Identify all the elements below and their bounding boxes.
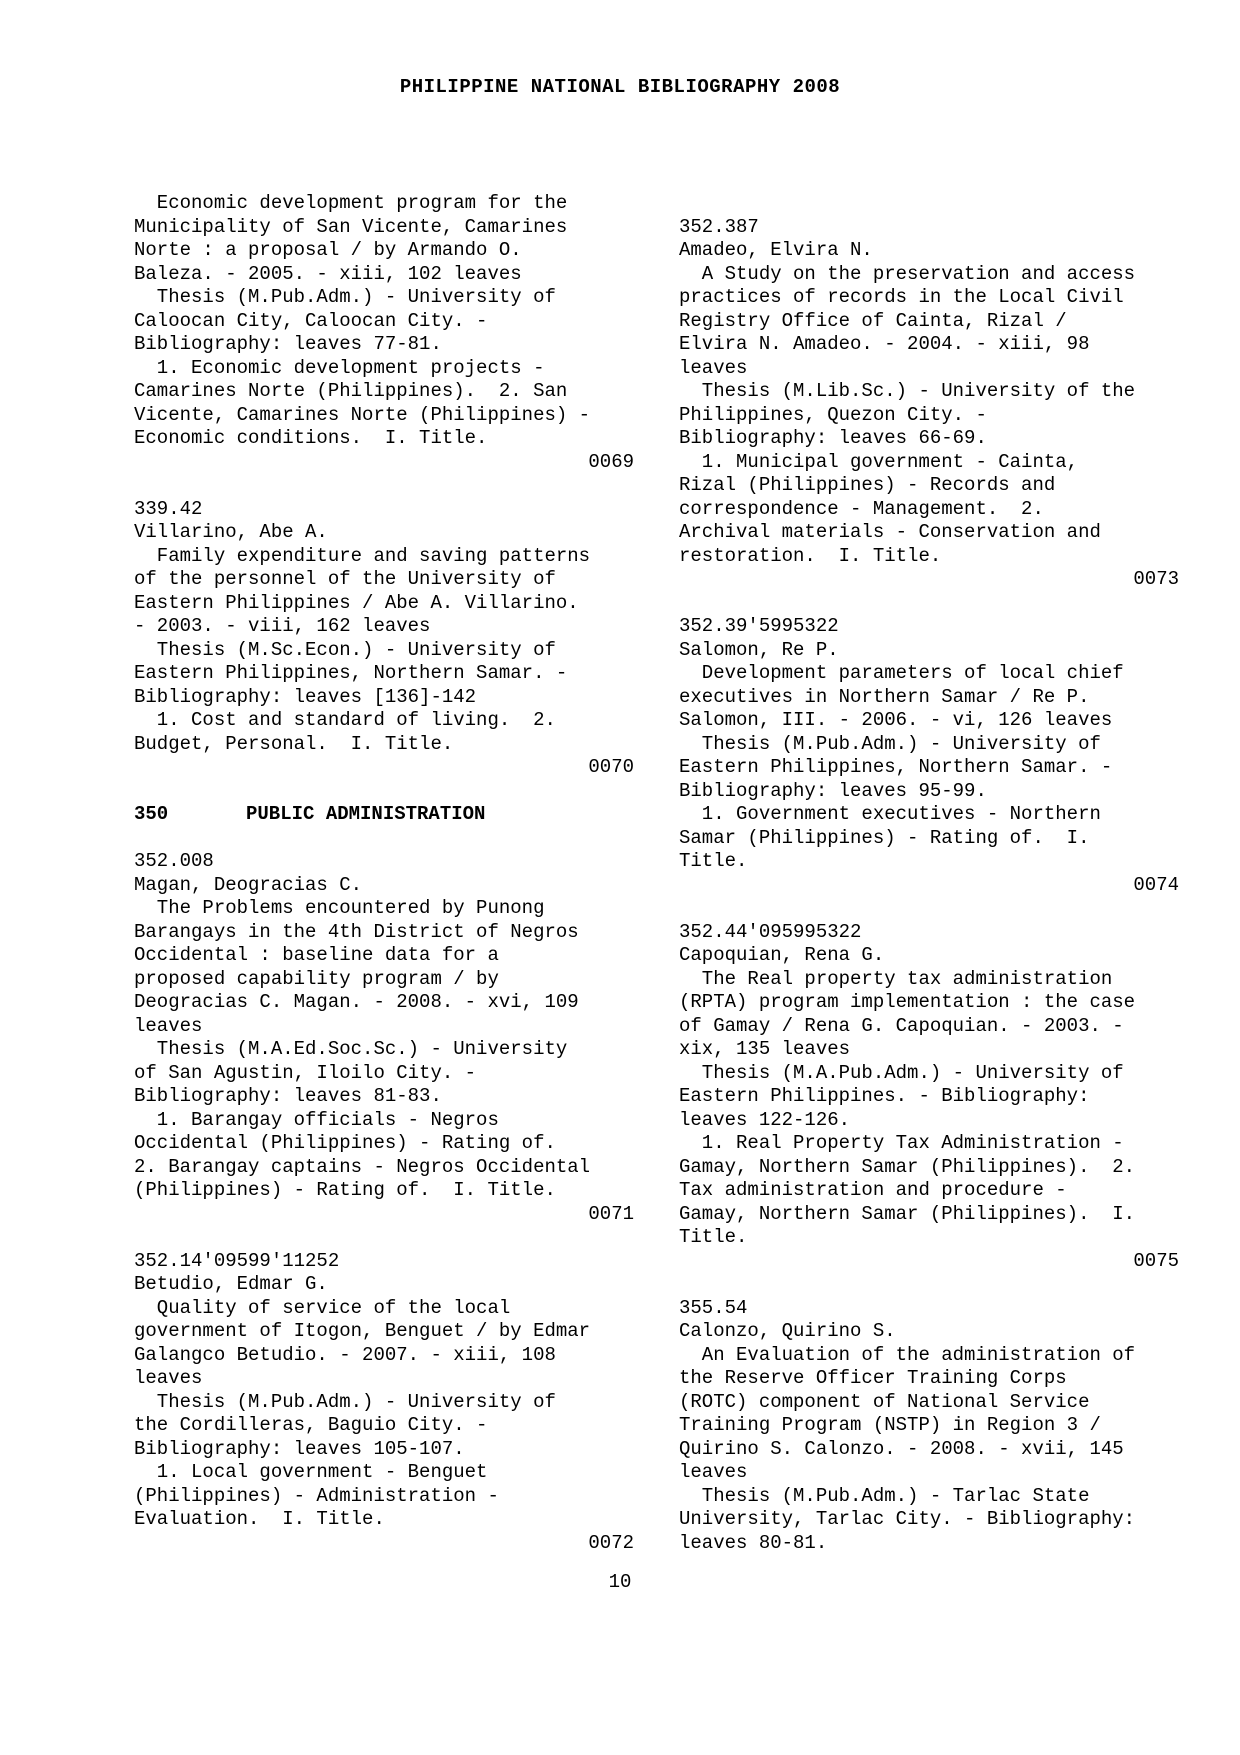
entry-number: 0072 bbox=[588, 1531, 634, 1554]
bibliography-entry bbox=[679, 216, 1179, 592]
entry-line: Elvira N. Amadeo. - 2004. - xiii, 98 bbox=[679, 333, 1090, 355]
entry-line: 339.42 bbox=[134, 497, 203, 520]
section-title: PUBLIC ADMINISTRATION bbox=[246, 803, 486, 825]
entry-line: 2. Barangay captains - Negros Occidental bbox=[134, 1155, 591, 1178]
entry-number: 0069 bbox=[588, 450, 634, 473]
entry-line: Bibliography: leaves 66-69. bbox=[679, 427, 987, 449]
entry-number: 0073 bbox=[1133, 568, 1179, 590]
entry-line: (ROTC) component of National Service bbox=[679, 1390, 1090, 1413]
entry-line: of San Agustin, Iloilo City. - bbox=[134, 1061, 477, 1084]
entry-line: leaves bbox=[134, 1014, 203, 1037]
entry-line: Archival materials - Conservation and bbox=[679, 521, 1101, 543]
entry-line: Thesis (M.Pub.Adm.) - University of bbox=[134, 1390, 556, 1413]
entry-line: 1. Real Property Tax Administration - bbox=[679, 1132, 1124, 1154]
entry-line: Budget, Personal. I. Title. bbox=[134, 732, 454, 755]
entry-line: Quality of service of the local bbox=[134, 1296, 511, 1319]
entry-line: 352.14'09599'11252 bbox=[134, 1249, 340, 1272]
entry-line: 1. Barangay officials - Negros bbox=[134, 1108, 499, 1131]
entry-line: Bibliography: leaves 105-107. bbox=[134, 1437, 465, 1460]
entry-line: Development parameters of local chief bbox=[679, 662, 1124, 684]
entry-line: Baleza. - 2005. - xiii, 102 leaves bbox=[134, 262, 522, 285]
entry-line: leaves 122-126. bbox=[679, 1108, 851, 1131]
bibliography-entry bbox=[134, 498, 634, 780]
entry-line: The Problems encountered by Punong bbox=[134, 897, 545, 919]
entry-line: Barangays in the 4th District of Negros bbox=[134, 920, 579, 943]
entry-line: leaves bbox=[679, 1461, 748, 1483]
entry-line: Thesis (M.Lib.Sc.) - University of the bbox=[679, 380, 1136, 402]
entry-line: 1. Municipal government - Cainta, bbox=[679, 450, 1079, 473]
entry-line: 1. Local government - Benguet bbox=[134, 1461, 488, 1483]
entry-line: (RPTA) program implementation : the case bbox=[679, 991, 1136, 1013]
entry-line: (Philippines) - Rating of. I. Title. bbox=[134, 1179, 556, 1201]
page-title: PHILIPPINE NATIONAL BIBLIOGRAPHY 2008 bbox=[399, 76, 841, 98]
entry-line: 352.39'5995322 bbox=[679, 615, 839, 637]
entry-line: Rizal (Philippines) - Records and bbox=[679, 474, 1056, 496]
entry-line: The Real property tax administration bbox=[679, 967, 1113, 990]
entry-line: 352.387 bbox=[679, 215, 759, 238]
entry-line: (Philippines) - Administration - bbox=[134, 1484, 499, 1507]
entry-line: Gamay, Northern Samar (Philippines). I. bbox=[679, 1202, 1136, 1225]
entry-number: 0070 bbox=[588, 756, 634, 778]
entry-line: Thesis (M.A.Ed.Soc.Sc.) - University bbox=[134, 1038, 568, 1060]
entry-line: Salomon, Re P. bbox=[679, 638, 839, 661]
entry-line: proposed capability program / by bbox=[134, 967, 499, 990]
entry-line: 1. Government executives - Northern bbox=[679, 803, 1101, 825]
entry-line: Calonzo, Quirino S. bbox=[679, 1320, 896, 1342]
entry-line: Training Program (NSTP) in Region 3 / bbox=[679, 1414, 1101, 1436]
entry-number: 0071 bbox=[588, 1202, 634, 1225]
entry-line: Tax administration and procedure - bbox=[679, 1179, 1067, 1201]
entry-line: Philippines, Quezon City. - bbox=[679, 403, 987, 426]
entry-line: Eastern Philippines. - Bibliography: bbox=[679, 1085, 1090, 1107]
entry-line: Samar (Philippines) - Rating of. I. bbox=[679, 826, 1090, 849]
entry-line: Thesis (M.Sc.Econ.) - University of bbox=[134, 638, 556, 661]
entry-line: Eastern Philippines, Northern Samar. - bbox=[134, 662, 568, 684]
bibliography-entry bbox=[679, 921, 1179, 1274]
entry-line: Eastern Philippines / Abe A. Villarino. bbox=[134, 591, 579, 614]
entry-line: 1. Economic development projects - bbox=[134, 356, 545, 379]
entry-line: Registry Office of Cainta, Rizal / bbox=[679, 309, 1067, 332]
entry-line: Magan, Deogracias C. bbox=[134, 873, 363, 896]
left-column bbox=[134, 192, 634, 1579]
entry-number: 0075 bbox=[1133, 1249, 1179, 1272]
bibliography-entry bbox=[134, 850, 634, 1226]
entry-line: 352.44'095995322 bbox=[679, 920, 862, 943]
section-heading bbox=[134, 803, 634, 827]
entry-line: Bibliography: leaves 95-99. bbox=[679, 779, 987, 802]
bibliography-entry bbox=[134, 192, 634, 474]
entry-line: leaves bbox=[679, 356, 748, 379]
bibliography-entry bbox=[134, 1250, 634, 1556]
entry-line: xix, 135 leaves bbox=[679, 1038, 851, 1060]
entry-line: leaves 80-81. bbox=[679, 1531, 828, 1554]
entry-number: 0074 bbox=[1133, 873, 1179, 896]
entry-line: University, Tarlac City. - Bibliography: bbox=[679, 1508, 1136, 1530]
entry-line: - 2003. - viii, 162 leaves bbox=[134, 615, 431, 637]
entry-line: of the personnel of the University of bbox=[134, 568, 556, 590]
entry-line: Deogracias C. Magan. - 2008. - xvi, 109 bbox=[134, 991, 579, 1013]
entry-line: 1. Cost and standard of living. 2. bbox=[134, 709, 556, 731]
entry-line: Caloocan City, Caloocan City. - bbox=[134, 309, 488, 332]
entry-line: executives in Northern Samar / Re P. bbox=[679, 685, 1090, 708]
entry-line: Bibliography: leaves 77-81. bbox=[134, 333, 442, 355]
entry-line: the Cordilleras, Baguio City. - bbox=[134, 1414, 488, 1436]
entry-line: Vicente, Camarines Norte (Philippines) - bbox=[134, 403, 591, 426]
entry-line: of Gamay / Rena G. Capoquian. - 2003. - bbox=[679, 1014, 1124, 1037]
entry-line: Betudio, Edmar G. bbox=[134, 1273, 328, 1295]
entry-line: Galangco Betudio. - 2007. - xiii, 108 bbox=[134, 1343, 556, 1366]
entry-line: Camarines Norte (Philippines). 2. San bbox=[134, 380, 568, 402]
entry-line: Occidental : baseline data for a bbox=[134, 944, 499, 966]
entry-line: 355.54 bbox=[679, 1296, 748, 1319]
entry-line: Thesis (M.A.Pub.Adm.) - University of bbox=[679, 1061, 1124, 1084]
entry-line: Municipality of San Vicente, Camarines bbox=[134, 215, 568, 238]
entry-line: Capoquian, Rena G. bbox=[679, 944, 885, 966]
entry-line: 352.008 bbox=[134, 850, 214, 872]
entry-line: Thesis (M.Pub.Adm.) - University of bbox=[134, 286, 556, 308]
right-column bbox=[679, 192, 1179, 1579]
entry-line: A Study on the preservation and access bbox=[679, 262, 1136, 285]
entry-line: government of Itogon, Benguet / by Edmar bbox=[134, 1320, 591, 1342]
bibliography-entry bbox=[679, 615, 1179, 897]
entry-line: Gamay, Northern Samar (Philippines). 2. bbox=[679, 1155, 1136, 1178]
page-number: 10 bbox=[608, 1571, 632, 1593]
entry-line: Salomon, III. - 2006. - vi, 126 leaves bbox=[679, 709, 1113, 731]
entry-line: Family expenditure and saving patterns bbox=[134, 544, 591, 567]
entry-line: correspondence - Management. 2. bbox=[679, 497, 1044, 520]
entry-line: practices of records in the Local Civil bbox=[679, 286, 1124, 308]
entry-line: Bibliography: leaves [136]-142 bbox=[134, 685, 477, 708]
entry-line: restoration. I. Title. bbox=[679, 544, 942, 567]
entry-line: Thesis (M.Pub.Adm.) - University of bbox=[679, 732, 1101, 755]
entry-line: Thesis (M.Pub.Adm.) - Tarlac State bbox=[679, 1484, 1090, 1507]
entry-line: Title. bbox=[679, 1226, 748, 1248]
entry-line: An Evaluation of the administration of bbox=[679, 1343, 1136, 1366]
entry-line: Quirino S. Calonzo. - 2008. - xvii, 145 bbox=[679, 1437, 1124, 1460]
entry-line: Title. bbox=[679, 850, 748, 872]
entry-line: Economic development program for the bbox=[134, 192, 568, 214]
entry-line: Eastern Philippines, Northern Samar. - bbox=[679, 756, 1113, 778]
entry-line: Norte : a proposal / by Armando O. bbox=[134, 239, 522, 261]
entry-line: leaves bbox=[134, 1367, 203, 1389]
entry-line: Evaluation. I. Title. bbox=[134, 1508, 385, 1530]
entry-line: Bibliography: leaves 81-83. bbox=[134, 1085, 442, 1107]
entry-line: the Reserve Officer Training Corps bbox=[679, 1367, 1067, 1389]
entry-line: Occidental (Philippines) - Rating of. bbox=[134, 1132, 556, 1154]
bibliography-entry bbox=[679, 1297, 1179, 1556]
section-code: 350 bbox=[134, 803, 169, 825]
entry-line: Economic conditions. I. Title. bbox=[134, 427, 488, 449]
entry-line: Amadeo, Elvira N. bbox=[679, 239, 873, 261]
entry-line: Villarino, Abe A. bbox=[134, 521, 328, 543]
